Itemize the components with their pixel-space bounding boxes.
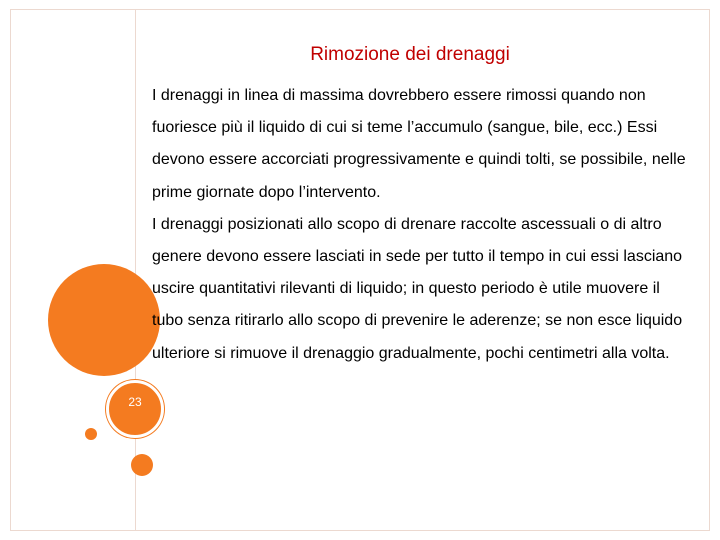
page-number: 23 [128,395,142,409]
decorative-large-circle [48,264,160,376]
body-paragraph: I drenaggi in linea di massima dovrebbero essere rimossi quando non fuoriesce più il liquido di cui si teme l’accumulo (sangue, bile, ecc.) Essi devono essere accorciati progressivamente e quindi tolti, se possibile, nelle prime giornate dopo l’intervento. [152,87,686,201]
frame-divider-line [135,9,136,531]
decorative-bottom-circle [131,454,153,476]
slide-body [152,80,692,370]
page-number-badge [106,380,164,438]
decorative-small-circle [85,428,97,440]
body-paragraph: I drenaggi posizionati allo scopo di drenare raccolte ascessuali o di altro genere devono essere lasciati in sede per tutto il tempo in cui essi lasciano uscire quantitativi rilevanti di liquido; in questo periodo è utile muovere il tubo senza ritirarlo allo scopo di prevenire le aderenze; se non esce liquido ulteriore si rimuove il drenaggio gradualmente, pochi centimetri alla volta. [152,215,683,362]
slide-title: Rimozione dei drenaggi [310,44,510,65]
